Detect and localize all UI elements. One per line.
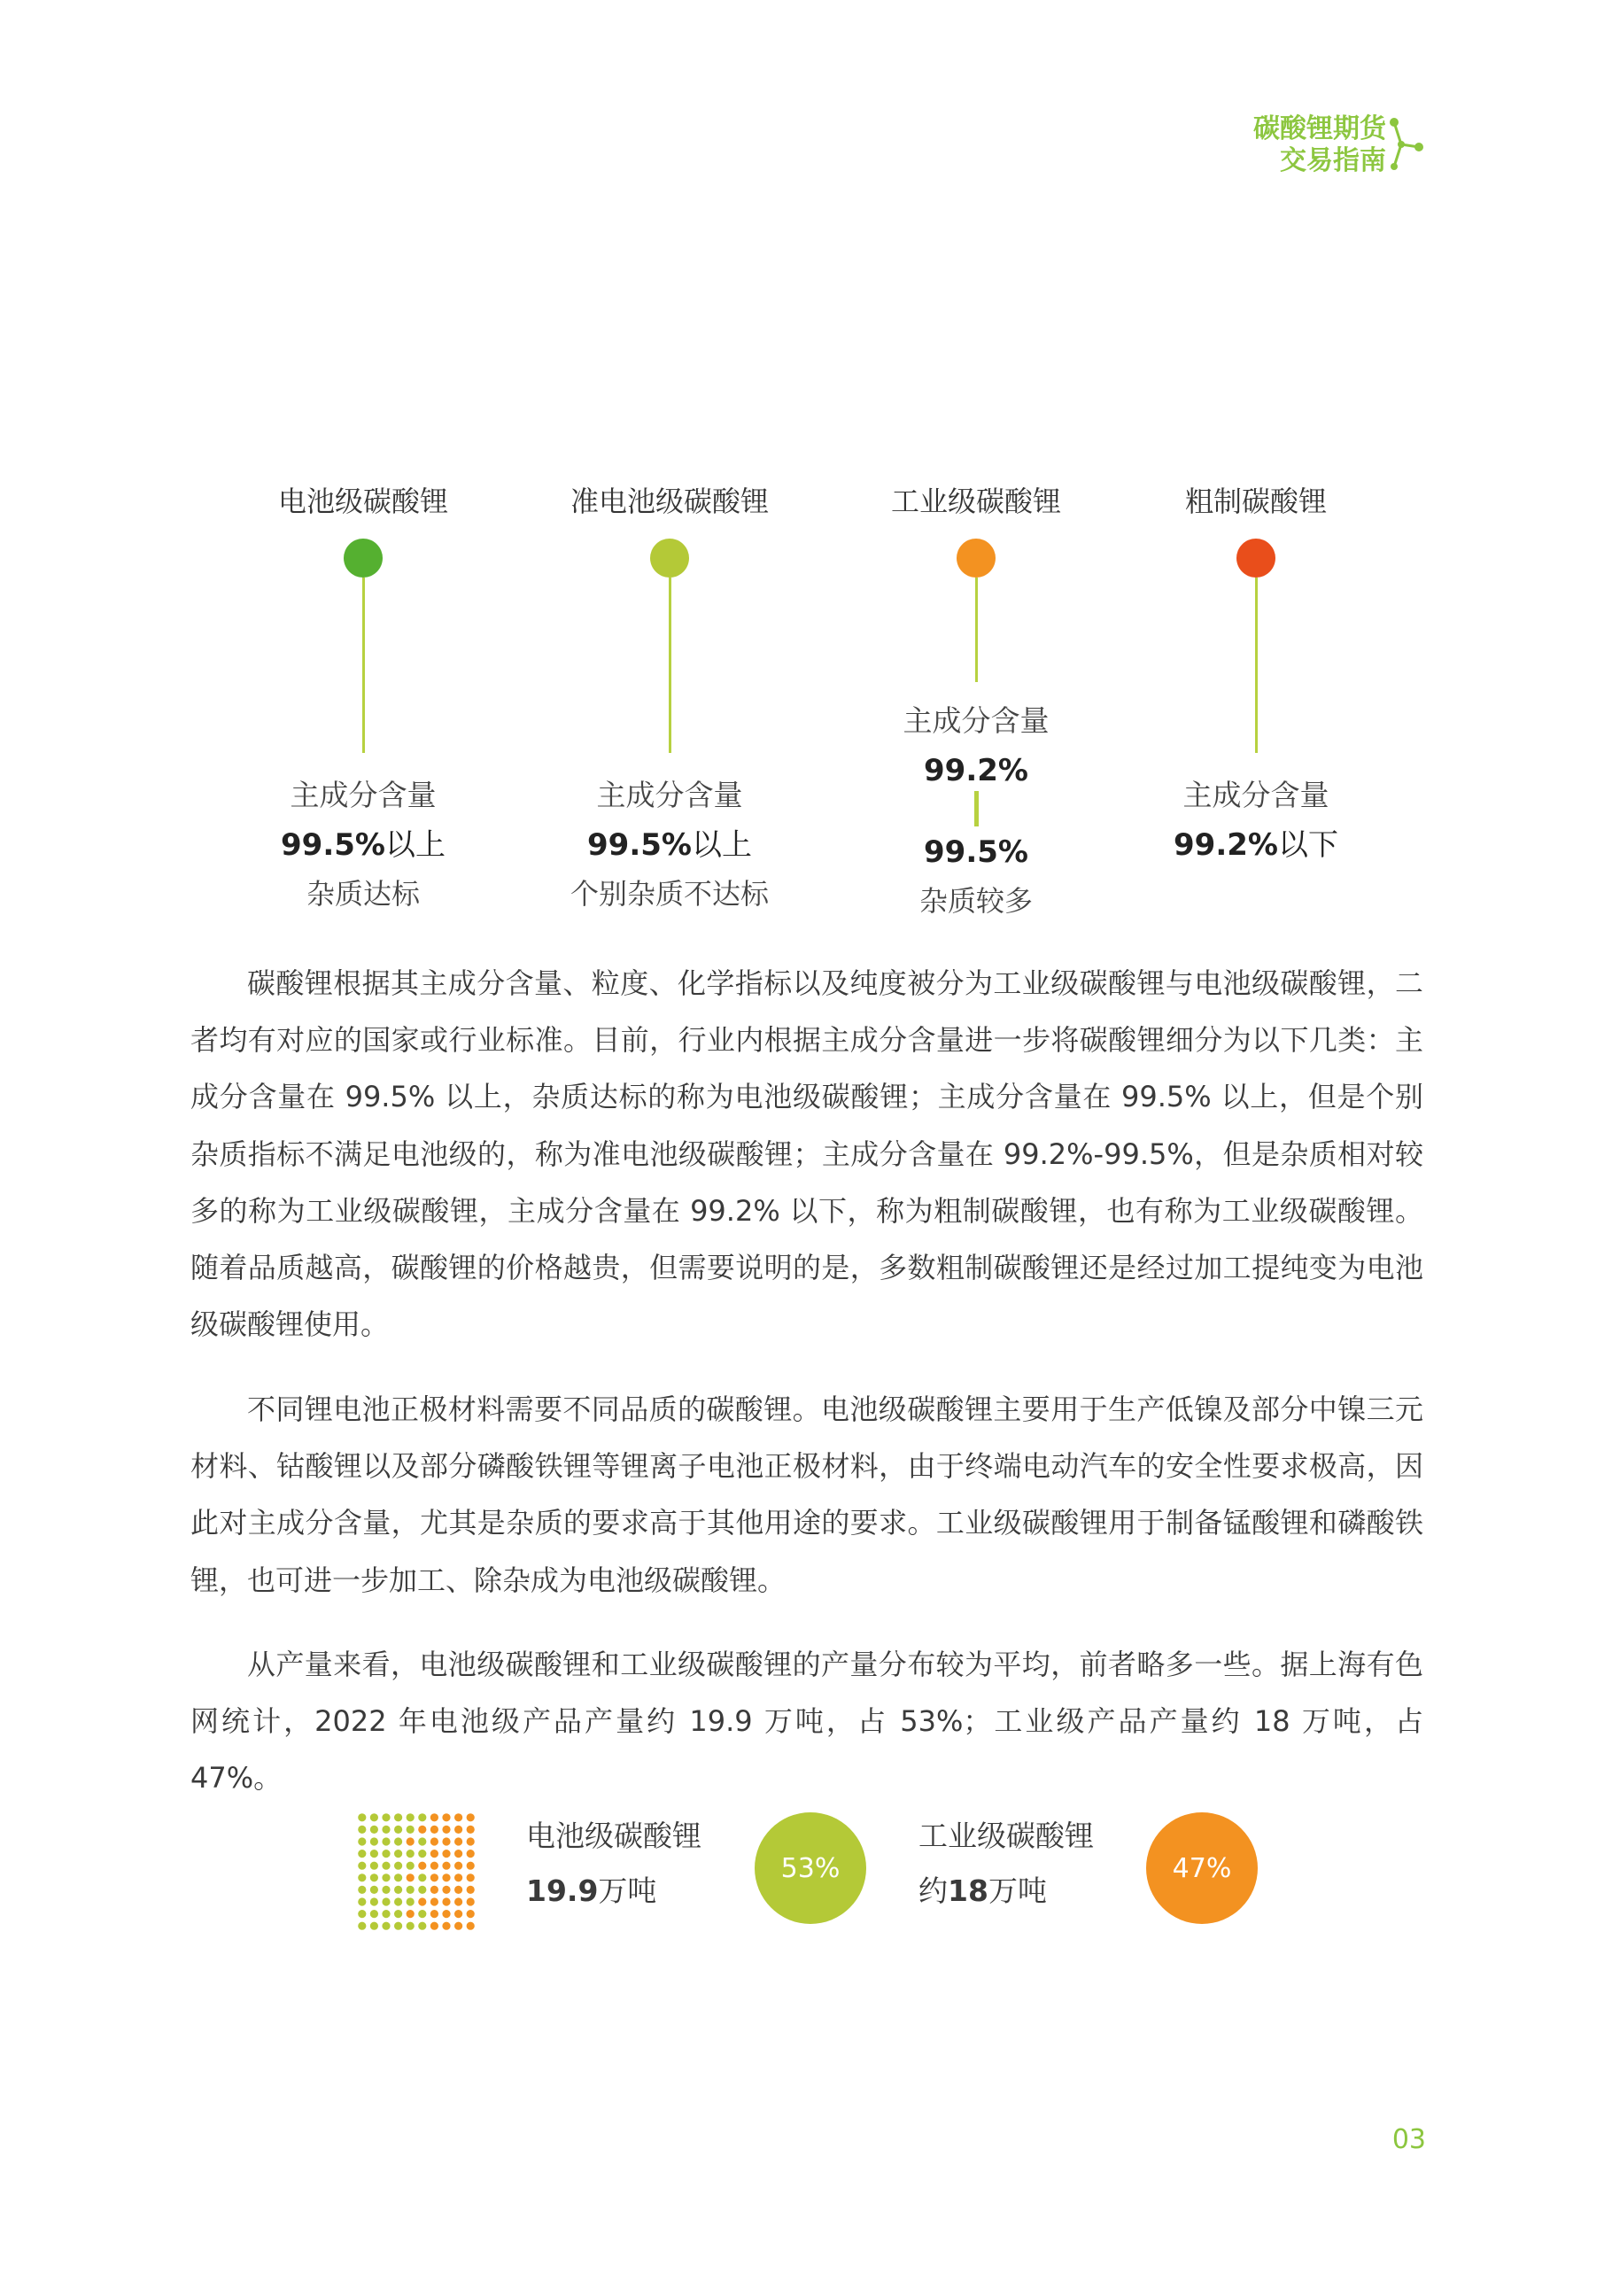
grid-dot <box>358 1910 366 1918</box>
grid-dot <box>467 1873 475 1881</box>
grid-dot <box>382 1897 390 1905</box>
grid-dot <box>430 1922 438 1930</box>
grid-dot <box>430 1910 438 1918</box>
spec-label: 主成分含量 <box>596 778 743 812</box>
grade-spec-industrial-low <box>834 827 1118 925</box>
grade-dot-battery <box>344 539 383 578</box>
grid-dot <box>382 1922 390 1930</box>
spec-value: 99.5%以上 <box>281 827 446 863</box>
grid-dot <box>370 1862 378 1870</box>
spec-note: 个别杂质不达标 <box>570 877 769 911</box>
grade-dot-semi-battery <box>650 539 689 578</box>
grade-stem-industrial <box>975 578 978 682</box>
grid-dot <box>442 1837 450 1845</box>
grid-dot <box>454 1922 462 1930</box>
grid-dot <box>407 1826 415 1834</box>
production-dot-grid-icon <box>356 1811 477 1932</box>
grid-dot <box>430 1837 438 1845</box>
industrial-production-value: 约18万吨 <box>918 1873 1047 1908</box>
grid-dot <box>442 1886 450 1894</box>
grid-dot <box>442 1813 450 1821</box>
grid-dot <box>454 1873 462 1881</box>
page-number: 03 <box>1391 2124 1426 2155</box>
grid-dot <box>370 1886 378 1894</box>
grid-dot <box>430 1862 438 1870</box>
grid-dot <box>418 1897 426 1905</box>
battery-production-label <box>526 1809 701 1919</box>
grid-dot <box>394 1813 402 1821</box>
grid-dot <box>418 1910 426 1918</box>
grid-dot <box>394 1910 402 1918</box>
grid-dot <box>454 1910 462 1918</box>
grid-dot <box>418 1826 426 1834</box>
grid-dot <box>418 1886 426 1894</box>
spec-label: 主成分含量 <box>903 703 1050 738</box>
grid-dot <box>442 1850 450 1858</box>
grade-stem-crude <box>1255 578 1258 753</box>
grid-dot <box>454 1837 462 1845</box>
grid-dot <box>454 1850 462 1858</box>
spec-note: 杂质较多 <box>918 884 1033 918</box>
grid-dot <box>394 1886 402 1894</box>
grid-dot <box>358 1873 366 1881</box>
grid-dot <box>394 1850 402 1858</box>
grid-dot <box>358 1813 366 1821</box>
grade-spec-semi-battery <box>528 771 811 918</box>
grid-dot <box>442 1897 450 1905</box>
grid-dot <box>418 1813 426 1821</box>
grid-dot <box>467 1897 475 1905</box>
grid-dot <box>430 1850 438 1858</box>
grid-dot <box>382 1813 390 1821</box>
grid-dot <box>430 1897 438 1905</box>
grid-dot <box>467 1837 475 1845</box>
grid-dot <box>382 1837 390 1845</box>
grade-dot-industrial <box>957 539 996 578</box>
grade-spec-battery <box>221 771 505 918</box>
grid-dot <box>358 1850 366 1858</box>
grid-dot <box>454 1862 462 1870</box>
brand-title-line1: 碳酸锂期货 <box>1253 113 1386 144</box>
paragraph-applications: 不同锂电池正极材料需要不同品质的碳酸锂。电池级碳酸锂主要用于生产低镍及部分中镍三元材料、钴酸锂以及部分磷酸铁锂等锂离子电池正极材料，由于终端电动汽车的安全性要求极高，因此对主成分含量，尤其是杂质的要求高于其他用途的要求。工业级碳酸锂用于制备锰酸锂和磷酸铁锂，也可进一步加工、除杂成为电池级碳酸锂。 <box>190 1392 1423 1597</box>
grade-dot-crude <box>1236 539 1275 578</box>
grid-dot <box>394 1897 402 1905</box>
grid-dot <box>358 1897 366 1905</box>
grid-dot <box>442 1922 450 1930</box>
molecule-icon <box>1383 113 1428 175</box>
battery-production-name: 电池级碳酸锂 <box>526 1819 701 1853</box>
grade-spec-industrial <box>834 696 1118 795</box>
grid-dot <box>467 1862 475 1870</box>
brand-title-line2: 交易指南 <box>1280 145 1386 176</box>
grid-dot <box>394 1826 402 1834</box>
spec-note: 杂质达标 <box>306 877 420 911</box>
grid-dot <box>407 1873 415 1881</box>
grid-dot <box>467 1910 475 1918</box>
grid-dot <box>442 1910 450 1918</box>
grid-dot <box>430 1886 438 1894</box>
grid-dot <box>454 1813 462 1821</box>
grid-dot <box>382 1862 390 1870</box>
grid-dot <box>358 1886 366 1894</box>
grid-dot <box>418 1837 426 1845</box>
grade-title-crude: 粗制碳酸锂 <box>1184 485 1327 518</box>
grid-dot <box>394 1922 402 1930</box>
industrial-production-label <box>918 1809 1094 1919</box>
grid-dot <box>382 1886 390 1894</box>
grid-dot <box>418 1922 426 1930</box>
grid-dot <box>394 1862 402 1870</box>
grid-dot <box>430 1873 438 1881</box>
grid-dot <box>418 1873 426 1881</box>
grid-dot <box>407 1910 415 1918</box>
grid-dot <box>430 1826 438 1834</box>
paragraph-classification: 碳酸锂根据其主成分含量、粒度、化学指标以及纯度被分为工业级碳酸锂与电池级碳酸锂，二者均有对应的国家或行业标准。目前，行业内根据主成分含量进一步将碳酸锂细分为以下几类：主成分含量在 99.5% 以上，杂质达标的称为电池级碳酸锂；主成分含量在 99.5% 以上，但是个别杂质指标不满足电池级的，称为准电池级碳酸锂；主成分含量在 99.2%-99.5%，但是杂质相对较多的称为工业级碳酸锂，主成分含量在 99.2% 以下，称为粗制碳酸锂，也有称为工业级碳酸锂。随着品质越高，碳酸锂的价格越贵，但需要说明的是，多数粗制碳酸锂还是经过加工提纯变为电池级碳酸锂使用。 <box>190 966 1423 1342</box>
grid-dot <box>358 1837 366 1845</box>
grid-dot <box>370 1873 378 1881</box>
grid-dot <box>418 1862 426 1870</box>
grid-dot <box>407 1862 415 1870</box>
grid-dot <box>382 1873 390 1881</box>
grid-dot <box>382 1910 390 1918</box>
grid-dot <box>382 1826 390 1834</box>
battery-share-circle <box>755 1812 866 1924</box>
grade-title-semi-battery: 准电池级碳酸锂 <box>570 485 769 518</box>
industrial-share-circle <box>1146 1812 1258 1924</box>
grid-dot <box>467 1826 475 1834</box>
grid-dot <box>407 1897 415 1905</box>
grid-dot <box>370 1837 378 1845</box>
grid-dot <box>370 1910 378 1918</box>
header-brand <box>1227 113 1386 177</box>
grid-dot <box>454 1826 462 1834</box>
range-connector <box>974 791 979 826</box>
grid-dot <box>394 1837 402 1845</box>
spec-value-high: 99.2% <box>924 753 1028 788</box>
grid-dot <box>454 1897 462 1905</box>
grid-dot <box>407 1850 415 1858</box>
grid-dot <box>442 1826 450 1834</box>
grid-dot <box>394 1873 402 1881</box>
battery-production-value: 19.9万吨 <box>526 1873 657 1908</box>
grid-dot <box>358 1922 366 1930</box>
grade-title-battery: 电池级碳酸锂 <box>277 485 448 518</box>
grid-dot <box>467 1922 475 1930</box>
battery-share-value: 53% <box>780 1852 841 1884</box>
grid-dot <box>370 1897 378 1905</box>
grid-dot <box>370 1922 378 1930</box>
grid-dot <box>370 1813 378 1821</box>
grid-dot <box>467 1813 475 1821</box>
grid-dot <box>358 1862 366 1870</box>
grid-dot <box>467 1850 475 1858</box>
spec-value-low: 99.5% <box>924 834 1028 870</box>
paragraph-production: 从产量来看，电池级碳酸锂和工业级碳酸锂的产量分布较为平均，前者略多一些。据上海有色网统计，2022 年电池级产品产量约 19.9 万吨，占 53%；工业级产品产量约 18 万吨，占 47%。 <box>190 1648 1423 1796</box>
grid-dot <box>454 1886 462 1894</box>
grid-dot <box>370 1850 378 1858</box>
grid-dot <box>407 1886 415 1894</box>
industrial-share-value: 47% <box>1172 1852 1232 1884</box>
spec-value: 99.5%以上 <box>587 827 752 863</box>
grid-dot <box>407 1837 415 1845</box>
grid-dot <box>407 1922 415 1930</box>
grid-dot <box>442 1873 450 1881</box>
grid-dot <box>467 1886 475 1894</box>
grid-dot <box>430 1813 438 1821</box>
grid-dot <box>370 1826 378 1834</box>
grid-dot <box>418 1850 426 1858</box>
grid-dot <box>407 1813 415 1821</box>
spec-value: 99.2%以下 <box>1174 827 1338 863</box>
grade-stem-battery <box>362 578 365 753</box>
grid-dot <box>442 1862 450 1870</box>
grade-title-industrial: 工业级碳酸锂 <box>890 485 1061 518</box>
spec-label: 主成分含量 <box>290 778 437 812</box>
industrial-production-name: 工业级碳酸锂 <box>918 1819 1094 1853</box>
spec-label: 主成分含量 <box>1182 778 1329 812</box>
grade-stem-semi-battery <box>669 578 671 753</box>
grid-dot <box>382 1850 390 1858</box>
grid-dot <box>358 1826 366 1834</box>
grade-spec-crude <box>1114 771 1398 870</box>
